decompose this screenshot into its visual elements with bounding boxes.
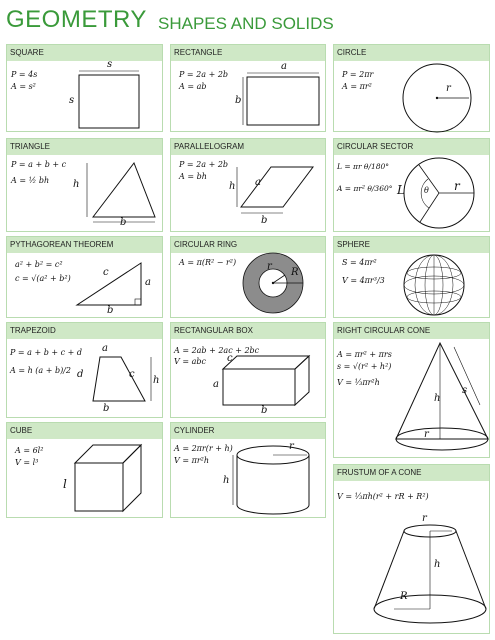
- formula-area: A = πr² + πrs: [337, 350, 392, 359]
- card-title: TRAPEZOID: [7, 323, 162, 339]
- label-s: s: [462, 385, 468, 396]
- formula-perimeter: P = a + b + c: [11, 160, 67, 169]
- formula-area: A = 2ab + 2ac + 2bc: [174, 346, 260, 355]
- card-title: CYLINDER: [171, 423, 325, 439]
- card-title: RECTANGULAR BOX: [171, 323, 325, 339]
- formula-volume: V = ⅓πr²h: [337, 378, 380, 387]
- page-header: [0, 0, 495, 40]
- card-title: RIGHT CIRCULAR CONE: [334, 323, 489, 339]
- card-title: SPHERE: [334, 237, 489, 253]
- card-title: TRIANGLE: [7, 139, 162, 155]
- card-triangle: [6, 138, 163, 232]
- label-h: h: [434, 393, 441, 404]
- formula-surface: S = 4πr²: [342, 258, 377, 267]
- cube-diagram: [7, 439, 164, 519]
- formula-area: A = s²: [11, 82, 36, 91]
- label-inner-radius: r: [267, 261, 272, 272]
- formula-perimeter: P = 2a + 2b: [179, 160, 229, 169]
- label-a: a: [281, 61, 287, 72]
- formula-perimeter: P = a + b + c + d: [10, 348, 83, 357]
- label-height: h: [434, 559, 441, 570]
- label-b: b: [261, 405, 268, 416]
- formula-area: A = π(R² − r²): [179, 258, 237, 267]
- card-rectangular-box: [170, 322, 326, 418]
- page-subtitle: SHAPES AND SOLIDS: [158, 14, 334, 33]
- formula-length: L = πr θ/180°: [337, 162, 390, 171]
- label-c: c: [227, 353, 233, 364]
- formula-perimeter: P = 2a + 2b: [179, 70, 229, 79]
- circle-diagram: [334, 61, 491, 133]
- frustum-diagram: [334, 481, 491, 635]
- label-b: b: [103, 403, 110, 414]
- page-title: GEOMETRY: [6, 6, 147, 33]
- card-square: [6, 44, 163, 132]
- card-circular-sector: [333, 138, 490, 232]
- cone-diagram: [334, 339, 491, 459]
- formula-area: A = πr²: [342, 82, 372, 91]
- label-c: c: [103, 267, 109, 278]
- formula-slant: s = √(r² + h²): [337, 362, 392, 371]
- formula-volume: V = ⅓πh(r² + rR + R²): [337, 492, 429, 501]
- card-title: PARALLELOGRAM: [171, 139, 325, 155]
- label-a: a: [255, 177, 261, 188]
- card-title: CIRCULAR RING: [171, 237, 325, 253]
- label-radius: r: [454, 179, 460, 193]
- label-d: d: [77, 369, 84, 380]
- formula-area: A = 6l²: [15, 446, 44, 455]
- formula-hypotenuse: c = √(a² + b²): [15, 274, 71, 283]
- formula-volume: V = 4πr³/3: [342, 276, 385, 285]
- cylinder-diagram: [171, 439, 327, 519]
- formula-area: A = 2πr(r + h): [174, 444, 233, 453]
- label-arc-length: L: [397, 183, 405, 197]
- formula-perimeter: P = 2πr: [342, 70, 374, 79]
- card-sphere: [333, 236, 490, 318]
- formula-area: A = ab: [179, 82, 207, 91]
- label-theta: θ: [424, 186, 429, 195]
- card-right-circular-cone: [333, 322, 490, 458]
- card-title: FRUSTUM OF A CONE: [334, 465, 489, 481]
- card-title: CUBE: [7, 423, 162, 439]
- card-parallelogram: [170, 138, 326, 232]
- label-h: h: [223, 475, 230, 486]
- card-circle: [333, 44, 490, 132]
- triangle-diagram: [7, 155, 164, 233]
- label-b: b: [107, 305, 114, 316]
- sphere-diagram: [334, 253, 491, 319]
- formula-volume: V = πr²h: [174, 456, 210, 465]
- card-frustum: [333, 464, 490, 634]
- formula-theorem: a² + b² = c²: [15, 260, 63, 269]
- label-side-left: s: [69, 95, 75, 106]
- card-rectangle: [170, 44, 326, 132]
- card-title: RECTANGLE: [171, 45, 325, 61]
- card-circular-ring: [170, 236, 326, 318]
- formula-volume: V = abc: [174, 357, 206, 366]
- label-a: a: [102, 343, 108, 354]
- label-radius: r: [446, 83, 451, 94]
- card-cylinder: [170, 422, 326, 518]
- label-h: h: [153, 375, 160, 386]
- card-cube: [6, 422, 163, 518]
- formula-area: A = πr² θ/360°: [337, 184, 393, 193]
- card-title: CIRCULAR SECTOR: [334, 139, 489, 155]
- label-height: h: [229, 181, 236, 192]
- label-side-top: s: [107, 59, 113, 70]
- formula-area: A = h (a + b)/2: [10, 366, 71, 375]
- right-triangle-diagram: [7, 253, 164, 319]
- ring-diagram: [171, 253, 327, 319]
- label-r: r: [424, 429, 429, 440]
- card-pythagorean: [6, 236, 163, 318]
- box-diagram: [171, 339, 327, 419]
- formula-area: A = ½ bh: [11, 176, 50, 185]
- label-outer-radius: R: [291, 267, 299, 278]
- card-title: CIRCLE: [334, 45, 489, 61]
- label-base: b: [120, 217, 127, 228]
- formula-area: A = bh: [179, 172, 207, 181]
- label-top-radius: r: [422, 513, 427, 524]
- card-trapezoid: [6, 322, 163, 418]
- sector-diagram: [334, 155, 491, 233]
- trapezoid-diagram: [7, 339, 164, 419]
- formula-volume: V = l³: [15, 458, 39, 467]
- label-bottom-radius: R: [400, 591, 408, 602]
- card-title: SQUARE: [7, 45, 162, 61]
- card-title: PYTHAGOREAN THEOREM: [7, 237, 162, 253]
- square-diagram: [7, 61, 164, 133]
- label-r: r: [289, 441, 294, 452]
- label-a: a: [145, 277, 151, 288]
- label-height: h: [73, 179, 80, 190]
- label-a: a: [213, 379, 219, 390]
- label-b: b: [235, 95, 242, 106]
- label-b: b: [261, 215, 268, 226]
- rectangle-diagram: [171, 61, 327, 133]
- formula-perimeter: P = 4s: [11, 70, 38, 79]
- parallelogram-diagram: [171, 155, 327, 233]
- label-l: l: [63, 477, 67, 491]
- label-c: c: [129, 369, 135, 380]
